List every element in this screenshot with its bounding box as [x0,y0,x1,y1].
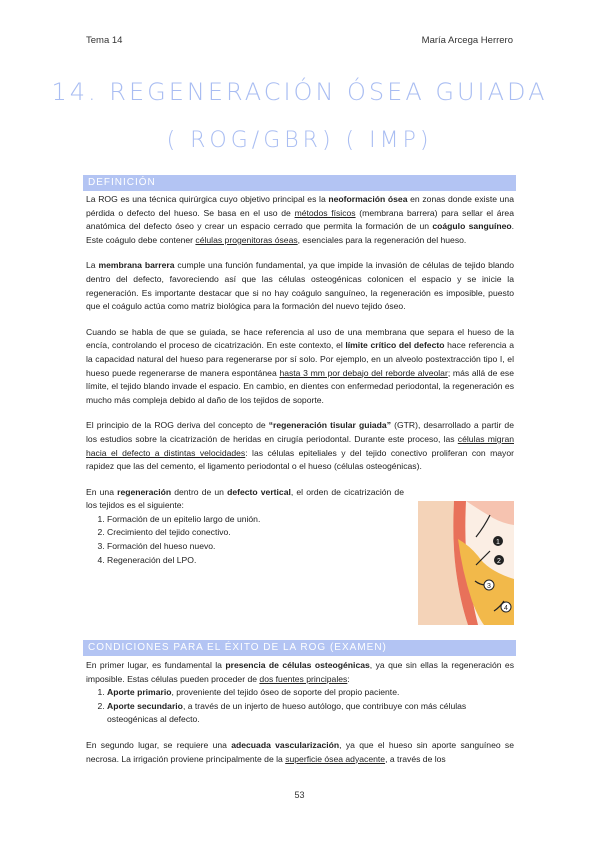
paragraph-definition: La ROG es una técnica quirúrgica cuyo objetivo principal es la neoformación ósea en zonas donde existe una pérdida o defecto del hueso. Se basa en el uso de métodos físicos (membrana barrera) para sellar el área anatómica del defecto óseo y crear un espacio cerrado que permita la formación de un coágulo sanguíneo. Este coágulo debe contener células progenitoras óseas, esenciales para la regeneración del hueso. [86,194,514,245]
section-header-definicion: DEFINICIÓN [83,175,516,191]
paragraph-membrane: La membrana barrera cumple una función fundamental, ya que impide la invasión de células de tejido blando dentro del defecto, favoreciendo así que las células osteogénicas colonicen el espacio y se inicie la regeneración. Es importante destacar que si no hay coágulo sanguíneo, la regeneración es imposible, puesto que el coágulo actúa como matriz biológica para la formación del nuevo tejido óseo. [86,260,514,312]
content-condiciones [86,659,514,778]
list-item: 2. Aporte secundario, a través de un injerto de hueso autólogo, que contribuye con más células osteogénicas al defecto. [107,700,514,727]
paragraph-vascularization: En segundo lugar, se requiere una adecuada vascularización, ya que el hueso sin aporte sanguíneo se necrosa. La irrigación proviene principalmente de la superficie ósea adyacente, a través de los [86,739,514,764]
label-3: 3 [487,583,491,590]
header-author: María Arcega Herrero [421,35,513,46]
paragraph-guided: Cuando se habla de que se guiada, se hace referencia al uso de una membrana que separa el hueso de la encía, controlando el proceso de cicatrización. En este contexto, el límite crítico del defecto hace referencia a la capacidad natural del hueso para regenerarse por sí solo. Por ejemplo, en un alveolo postextracción tipo I, el hueso puede regenerarse de manera espontánea hasta 3 mm por debajo del reborde alveolar; más allá de ese límite, el tejido blando invade el espacio. En cambio, en dientes con enfermedad periodontal, la regeneración es mucho más compleja debido al daño de los tejidos de soporte. [86,326,515,405]
list-item: 1. Formación de un epitelio largo de unión. [107,513,404,527]
list-item: 4. Regeneración del LPO. [107,554,404,568]
label-2: 2 [497,558,501,565]
regeneration-diagram-svg [418,501,514,625]
healing-order-list [86,513,404,567]
paragraph-vertical-defect: En una regeneración dentro de un defecto vertical, el orden de cicatrización de los tejidos es el siguiente: [86,486,404,511]
sources-list [86,686,514,727]
label-4: 4 [504,605,508,612]
label-1: 1 [496,539,500,546]
page-number: 53 [294,790,305,800]
page-title: 14. REGENERACIÓN ÓSEA GUIADA [51,78,548,106]
section-header-condiciones: CONDICIONES PARA EL ÉXITO DE LA ROG (EXAMEN) [83,640,516,656]
paragraph-principle: El principio de la ROG deriva del concepto de “regeneración tisular guiada” (GTR), desarrollado a partir de los estudios sobre la cicatrización de heridas en cirugía periodontal. Durante este proceso, las células migran hacia el defecto a distintas velocidades: las células epiteliales y del tejido conectivo proliferan con mayor rapidez que las del cemento, el ligamento periodontal o el hueso (células osteogénicas). [86,420,514,472]
list-item: 1. Aporte primario, proveniente del tejido óseo de soporte del propio paciente. [107,686,514,700]
page-subtitle: ( ROG/GBR) ( IMP) [166,128,433,153]
header-topic: Tema 14 [86,35,123,46]
regeneration-diagram [418,501,514,625]
paragraph-osteogenic-cells: En primer lugar, es fundamental la presencia de células osteogénicas, ya que sin ellas la regeneración es imposible. Estas células pueden proceder de dos fuentes principales: [86,660,514,684]
list-item: 2. Crecimiento del tejido conectivo. [107,526,404,540]
vertical-defect-block [86,486,404,568]
list-item: 3. Formación del hueso nuevo. [107,540,404,554]
